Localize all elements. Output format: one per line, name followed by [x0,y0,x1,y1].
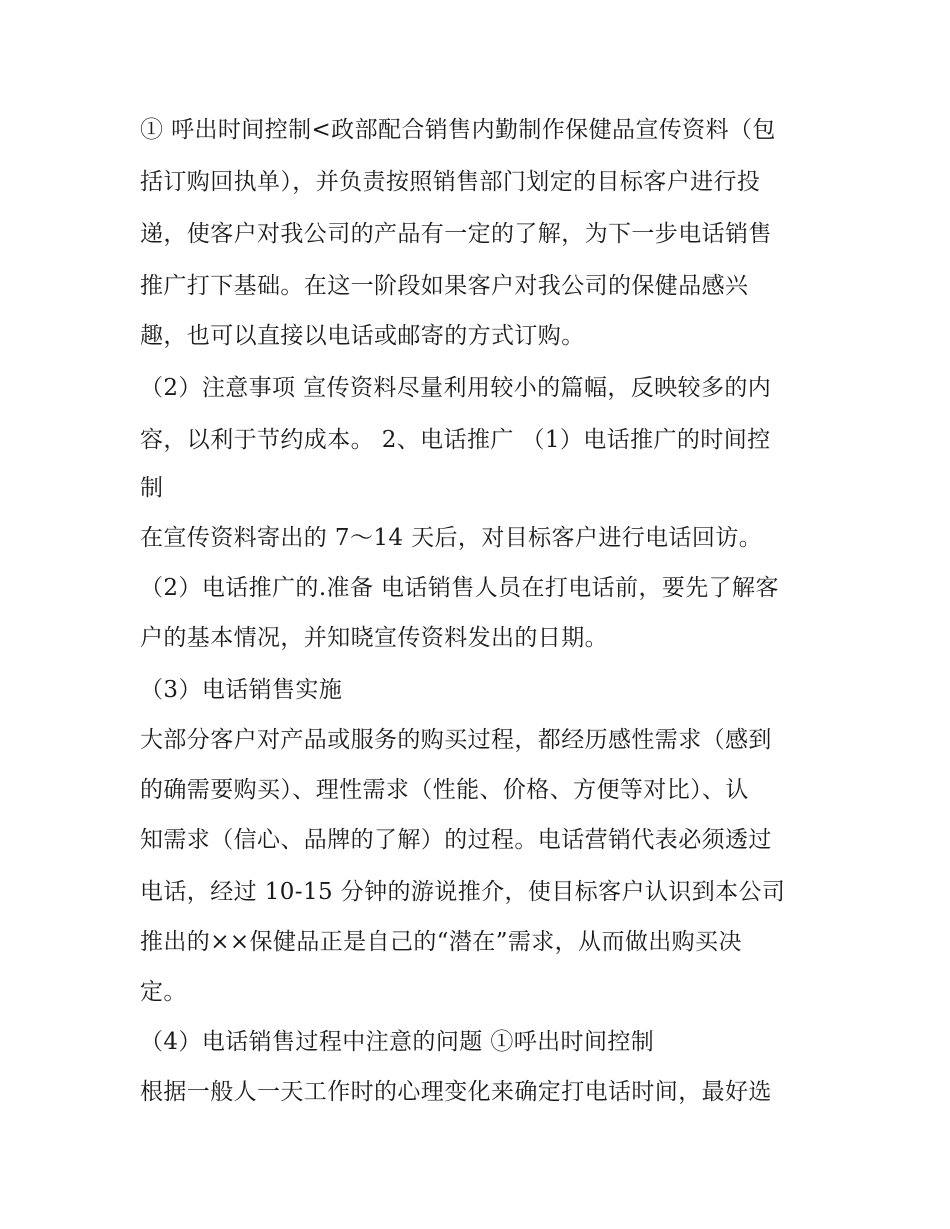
text-line: 知需求（信心、品牌的了解）的过程。电话营销代表必须透过 [140,827,772,853]
text-line: （2）电话推广的.准备 电话销售人员在打电话前，要先了解客 [140,575,779,601]
text-line: （3）电话销售实施 [140,677,343,703]
text-line: 推出的××保健品正是自己的“潜在”需求，从而做出购买决 [140,929,742,955]
text-line: 制 [140,475,164,501]
text-line: 定。 [140,979,187,1005]
text-line: 容，以利于节约成本。 2、电话推广 （1）电话推广的时间控 [140,427,771,453]
text-line: 户的基本情况，并知晓宣传资料发出的日期。 [140,625,608,651]
text-line: ① 呼出时间控制<政部配合销售内勤制作保健品宣传资料（包 [140,117,776,143]
text-line: 推广打下基础。在这一阶段如果客户对我公司的保健品感兴 [140,273,749,299]
text-line: 括订购回执单），并负责按照销售部门划定的目标客户进行投 [140,169,761,195]
text-line: 趣，也可以直接以电话或邮寄的方式订购。 [140,323,585,349]
text-line: 电话，经过 10-15 分钟的游说推介，使目标客户认识到本公司 [140,879,786,905]
text-line: 在宣传资料寄出的 7～14 天后，对目标客户进行电话回访。 [140,525,763,551]
text-line: （2）注意事项 宣传资料尽量利用较小的篇幅，反映较多的内 [140,375,772,401]
text-line: 的确需要购买）、理性需求（性能、价格、方便等对比）、认 [140,777,749,803]
text-line: 根据一般人一天工作时的心理变化来确定打电话时间，最好选 [140,1079,772,1105]
text-line: 大部分客户对产品或服务的购买过程，都经历感性需求（感到 [140,727,772,753]
text-line: 递，使客户对我公司的产品有一定的了解，为下一步电话销售 [140,221,772,247]
text-line: （4）电话销售过程中注意的问题 ①呼出时间控制 [140,1029,655,1055]
